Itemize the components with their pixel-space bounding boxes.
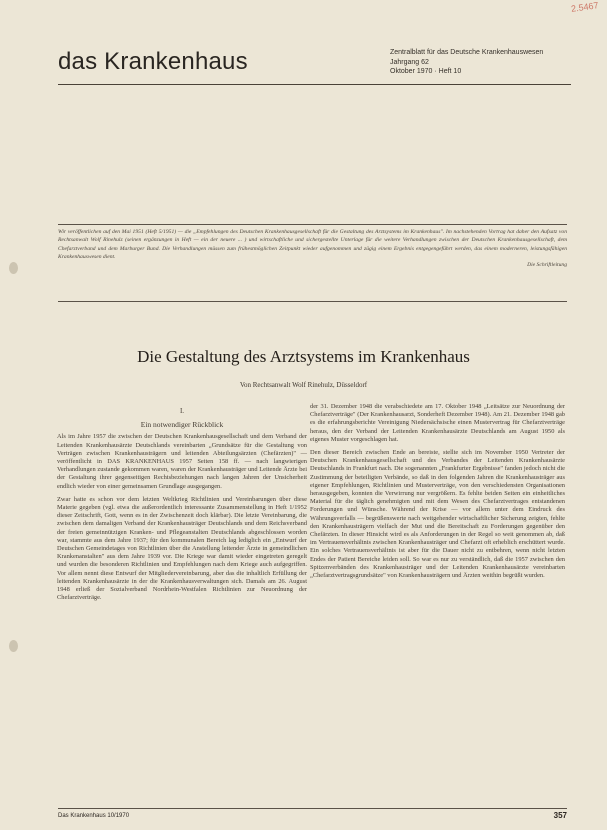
- article-column-right: [310, 403, 565, 803]
- journal-title: das Krankenhaus: [58, 48, 248, 75]
- journal-meta: [390, 48, 550, 77]
- paragraph: Als im Jahre 1957 die zwischen der Deutschen Krankenhausgesellschaft und dem Verband der Leitenden Krankenhausärzte Deutschlands vereinbarten „Grundsätze für die Gestaltung von Verträgen zwischen Krankenhausträgern und leitenden Abteilungsärzten (Chefärzten)" — veröffentlicht in DAS KRANKENHAUS 1957 Seiten 158 ff. — nach langwierigen Verhandlungen zustande gekommen waren, waren der Krankenhausträger und Leitende Ärzte bei der Gestaltung ihrer gegenseitigen Rechtsbeziehungen nach langen Jahren der Unsicherheit endlich wieder von einer gemeinsamen Grundlage ausgegangen.: [57, 433, 307, 490]
- page-number: 357: [553, 811, 567, 820]
- article-author: Von Rechtsanwalt Wolf Rinehulz, Düsseldorf: [239, 381, 368, 389]
- footer-source: Das Krankenhaus 10/1970: [58, 813, 130, 819]
- archive-stamp: 2.5467: [570, 0, 600, 14]
- article-title: Die Gestaltung des Arztsystems im Krankenhaus: [137, 347, 470, 366]
- section-number: I.: [179, 407, 185, 415]
- paragraph: Den dieser Bereich zwischen Ende an bereiste, stellte sich im November 1950 Vertreter der Deutschen Krankenhausgesellschaft und des Verbandes der Leitenden Krankenhausärzte Deutschlands in Frankfurt nach. Die sogenannten „Frankfurter Ergebnisse" fanden jedoch nicht die Zustimmung der beteiligten Verbände, so daß in den folgenden Jahren die Krankenhausträger aus eigener Empfehlungen, Richtlinien und Musterverträge, von den verschiedensten Organisationen herausgegeben, konnten die Verwirrung nur vergrößern. Es fehlte beiden Seiten ein einheitliches Material für die täglich genehmigten und mit dem Wesen des Chefarztvertrages entstandenen Forderungen und Wünsche. Während der Krise — vor allem unter dem Eindruck des Währungsverfalls — begrüßenswerte nach weitgehender wirtschaftlicher Sicherung zeigten, fehlte den Krankenhausträgern vielfach der Mut und die Bereitschaft zu Forderungen gegenüber den Chefärzten. In dieser Hinsicht wird es als Anforderungen in der Regel so weit genommen ab, daß im Vertrauensverhältnis zwischen Krankenhausträger und Chefarzt oft erheblich erschüttert wurde. Ein solches Vertrauensverhältnis ist aber für die Dauer nicht zu entbehren, wenn nicht letzten Endes der Patient Bereiche leiden soll. So war es nur zu verständlich, daß die 1957 zwischen den Spitzenverbänden des Krankenhausträger und der Leitenden Krankenhausärzte vereinbarten „Chefarztvertragsgrundsätze" von Krankenhausträgern und Ärzten weithin begrüßt wurden.: [310, 449, 565, 580]
- section-title: Ein notwendiger Rückblick: [140, 420, 224, 430]
- punch-hole: [9, 640, 18, 652]
- paragraph: der 31. Dezember 1948 die verabschiedete am 17. Oktober 1948 „Leitsätze zur Neuordnung der Chefarztverträge" (Der Krankenhausarzt, Sonderheft Dezember 1948). Am 21. Dezember 1948 gab es die erfahrungsberichte Vereinigung Niedersächsische einen Mustervertrag für Chefarztverträge heraus, den der Verband der Leitenden Krankenhausärzte Deutschlands am August 1950 als eigenes Muster vorgeschlagen hat.: [310, 403, 565, 443]
- editorial-note-text: Wir veröffentlichen auf den Mai 1951 (Heft 5/1951) — die „Empfehlungen des Deutschen Krankenhausgesellschaft für die Gestaltung des Arztsystems im Krankenhaus". Im nachstehenden Vortrag hat daher den Aufsatz von Rechtsanwalt Wolf Rinehulz (seinen ergänzungen in Heft — ein der neuere ... ) und wirtschaftliche und sichergestellte Unterlage für die weitere Verhandlungen zwischen der Deutschen Krankenhausgesellschaft, dem Chefarztverband und dem Marburger Bund. Die Verhandlungen müssen zum frühestmöglichen Zeitpunkt wieder aufgenommen und zügig einem Ergebnis entgegengeführt werden, das einem moderneren, leistungsfähigen Krankenhauswesen dient.: [58, 229, 567, 260]
- page-footer: [58, 808, 567, 820]
- journal-header: [58, 48, 587, 98]
- punch-hole: [9, 262, 18, 274]
- editorial-signature: Die Schriftleitung: [527, 262, 567, 269]
- article-column-left: [57, 403, 307, 803]
- journal-issue: Oktober 1970 · Heft 10: [390, 68, 462, 75]
- editorial-note: [58, 224, 567, 302]
- paragraph: Zwar hatte es schon vor dem letzten Weltkrieg Richtlinien und Vereinbarungen über diese Materie gegeben (vgl. etwa die außerordentlich interessante Zusammenstellung in Heft 1/1952 dieser Zeitschrift, Gott, wenn es in der Zwischenzeit doch klärbar). Die letzte Vereinbarung, die zwischen dem damaligen Verband der Krankenhausträger Deutschlands und dem Reichsverband der freien gemeinnützigen Kranken- und Pflegeanstalten Deutschlands abgeschlossen worden war, stammte aus dem Jahre 1937; für den kommunalen Bereich lag lediglich ein „Entwurf der Deutschen Gemeindetages von Richtlinien über die Anstellung leitender Ärzte in gemeindlichen Krankenanstalten" aus dem Jahre 1939 vor. Die Kriege war damit wieder eingetreten geregelt und wurden die besonderen Richtlinien und Empfehlungen nach dem Kriege auch aufgegriffen. Vor allem nennt diese Entwurf der Mitgliedervereinbarung, aber das die inhaltlich Erfüllung der leitenden Krankenhausärzte in der die Krankenhausverwaltungen sich. Damals am 26. August 1948 erließ der Sozialverband Nordrhein-Westfalen Richtlinien zur Neuordnung der Chefarztverträge.: [57, 495, 307, 602]
- header-rule: [58, 84, 571, 85]
- journal-subtitle: Zentralblatt für das Deutsche Krankenhauswesen: [390, 49, 544, 56]
- journal-volume: Jahrgang 62: [390, 58, 429, 66]
